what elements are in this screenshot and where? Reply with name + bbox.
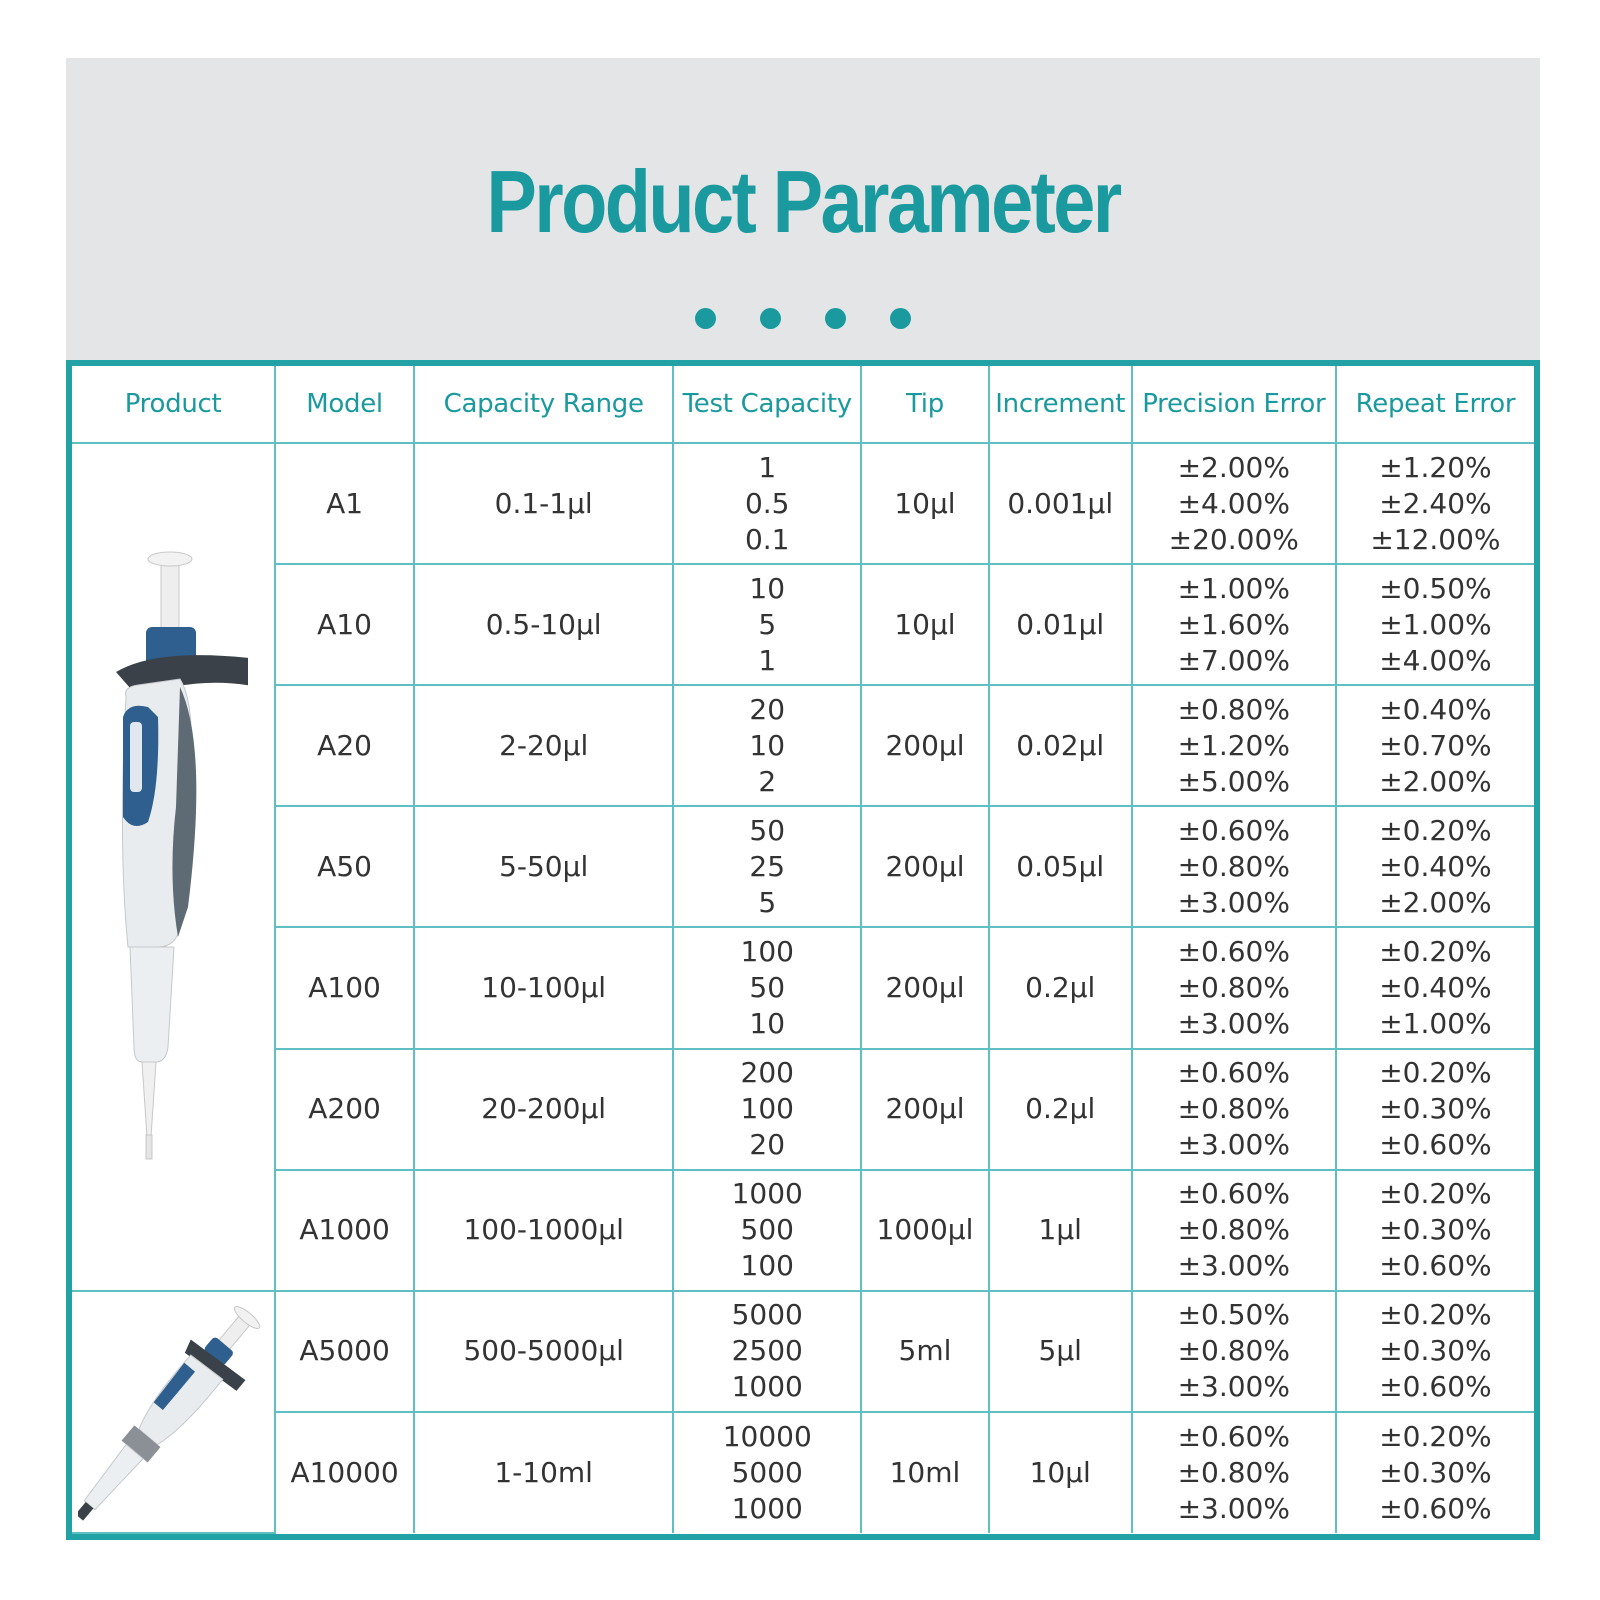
precision-error-cell — [1132, 927, 1336, 1048]
precision-error-cell-value: ±4.00% — [1177, 486, 1290, 520]
header-repeat-error: Repeat Error — [1336, 366, 1534, 443]
repeat-error-cell — [1336, 443, 1534, 564]
test-capacity-cell-value: 200 — [740, 1056, 794, 1090]
repeat-error-cell-value: ±0.30% — [1379, 1092, 1492, 1126]
test-capacity-cell — [673, 564, 861, 685]
repeat-error-cell-value: ±1.20% — [1379, 450, 1492, 484]
header-increment: Increment — [989, 366, 1132, 443]
test-capacity-cell-value: 50 — [749, 813, 786, 847]
repeat-error-cell — [1336, 927, 1534, 1048]
header-precision-error: Precision Error — [1132, 366, 1336, 443]
tip-cell: 200μl — [861, 685, 989, 806]
test-capacity-cell-value: 20 — [749, 1128, 786, 1162]
table-row — [72, 1170, 1534, 1291]
model-cell: A20 — [275, 685, 414, 806]
test-capacity-cell — [673, 927, 861, 1048]
test-capacity-cell-value: 5000 — [731, 1298, 803, 1332]
precision-error-cell-value: ±20.00% — [1168, 522, 1299, 556]
tip-cell: 10ml — [861, 1412, 989, 1533]
test-capacity-cell-value: 50 — [749, 970, 786, 1004]
repeat-error-cell-value: ±0.30% — [1379, 1334, 1492, 1368]
precision-error-cell — [1132, 443, 1336, 564]
test-capacity-cell-value: 1000 — [731, 1491, 803, 1525]
tip-cell: 5ml — [861, 1291, 989, 1412]
precision-error-cell-value: ±2.00% — [1177, 450, 1290, 484]
table-row — [72, 564, 1534, 685]
precision-error-cell-value: ±0.60% — [1177, 1056, 1290, 1090]
test-capacity-cell-value: 10000 — [722, 1419, 812, 1453]
precision-error-cell-value: ±7.00% — [1177, 643, 1290, 677]
test-capacity-cell-value: 2 — [758, 764, 777, 798]
test-capacity-cell-value: 100 — [740, 1249, 794, 1283]
test-capacity-cell-value: 10 — [749, 1006, 786, 1040]
precision-error-cell-value: ±3.00% — [1177, 1249, 1290, 1283]
precision-error-cell-value: ±3.00% — [1177, 885, 1290, 919]
tip-cell: 200μl — [861, 1049, 989, 1170]
repeat-error-cell — [1336, 1412, 1534, 1533]
precision-error-cell-value: ±3.00% — [1177, 1370, 1290, 1404]
model-cell: A1000 — [275, 1170, 414, 1291]
test-capacity-cell — [673, 685, 861, 806]
increment-cell: 0.001μl — [989, 443, 1132, 564]
test-capacity-cell — [673, 1049, 861, 1170]
test-capacity-cell-value: 25 — [749, 849, 786, 883]
test-capacity-cell-value: 1 — [758, 643, 777, 677]
repeat-error-cell — [1336, 1049, 1534, 1170]
repeat-error-cell-value: ±0.30% — [1379, 1455, 1492, 1489]
decorative-dots — [66, 308, 1540, 329]
capacity-range-cell: 10-100μl — [414, 927, 673, 1048]
capacity-range-cell: 2-20μl — [414, 685, 673, 806]
header-test-capacity: Test Capacity — [673, 366, 861, 443]
table-header-row — [72, 366, 1534, 443]
product-image-cell — [72, 443, 275, 1291]
repeat-error-cell-value: ±0.40% — [1379, 970, 1492, 1004]
repeat-error-cell-value: ±0.50% — [1379, 571, 1492, 605]
precision-error-cell-value: ±0.80% — [1177, 692, 1290, 726]
precision-error-cell-value: ±0.80% — [1177, 1213, 1290, 1247]
table-row — [72, 1412, 1534, 1533]
dot-icon — [760, 308, 781, 329]
test-capacity-cell — [673, 443, 861, 564]
precision-error-cell-value: ±1.00% — [1177, 571, 1290, 605]
parameter-table — [66, 360, 1540, 1540]
table-row — [72, 1291, 1534, 1412]
header-product: Product — [72, 366, 275, 443]
increment-cell: 5μl — [989, 1291, 1132, 1412]
increment-cell: 0.01μl — [989, 564, 1132, 685]
repeat-error-cell-value: ±0.30% — [1379, 1213, 1492, 1247]
dot-icon — [695, 308, 716, 329]
header-tip: Tip — [861, 366, 989, 443]
capacity-range-cell: 500-5000μl — [414, 1291, 673, 1412]
precision-error-cell-value: ±1.60% — [1177, 607, 1290, 641]
capacity-range-cell: 0.1-1μl — [414, 443, 673, 564]
test-capacity-cell-value: 1000 — [731, 1177, 803, 1211]
precision-error-cell — [1132, 1412, 1336, 1533]
large-pipette-icon — [78, 1297, 268, 1527]
repeat-error-cell-value: ±0.20% — [1379, 813, 1492, 847]
increment-cell: 0.02μl — [989, 685, 1132, 806]
capacity-range-cell: 0.5-10μl — [414, 564, 673, 685]
increment-cell: 10μl — [989, 1412, 1132, 1533]
repeat-error-cell-value: ±1.00% — [1379, 607, 1492, 641]
repeat-error-cell-value: ±0.40% — [1379, 692, 1492, 726]
precision-error-cell-value: ±3.00% — [1177, 1128, 1290, 1162]
test-capacity-cell-value: 0.5 — [744, 486, 790, 520]
test-capacity-cell-value: 10 — [749, 571, 786, 605]
precision-error-cell — [1132, 1170, 1336, 1291]
test-capacity-cell-value: 5 — [758, 885, 777, 919]
increment-cell: 0.2μl — [989, 1049, 1132, 1170]
repeat-error-cell-value: ±0.20% — [1379, 1056, 1492, 1090]
precision-error-cell-value: ±0.60% — [1177, 1419, 1290, 1453]
test-capacity-cell — [673, 1412, 861, 1533]
increment-cell: 0.2μl — [989, 927, 1132, 1048]
test-capacity-cell-value: 0.1 — [744, 522, 790, 556]
model-cell: A1 — [275, 443, 414, 564]
header-capacity-range: Capacity Range — [414, 366, 673, 443]
repeat-error-cell-value: ±0.20% — [1379, 1298, 1492, 1332]
model-cell: A5000 — [275, 1291, 414, 1412]
repeat-error-cell — [1336, 806, 1534, 927]
capacity-range-cell: 20-200μl — [414, 1049, 673, 1170]
test-capacity-cell-value: 100 — [740, 1092, 794, 1126]
product-image-cell-large — [72, 1291, 275, 1533]
test-capacity-cell-value: 20 — [749, 692, 786, 726]
precision-error-cell — [1132, 1049, 1336, 1170]
model-cell: A50 — [275, 806, 414, 927]
capacity-range-cell: 5-50μl — [414, 806, 673, 927]
tip-cell: 200μl — [861, 927, 989, 1048]
table-row — [72, 806, 1534, 927]
repeat-error-cell-value: ±0.70% — [1379, 728, 1492, 762]
page-title: Product Parameter — [486, 152, 1120, 251]
precision-error-cell-value: ±0.80% — [1177, 849, 1290, 883]
test-capacity-cell-value: 1000 — [731, 1370, 803, 1404]
repeat-error-cell-value: ±2.40% — [1379, 486, 1492, 520]
increment-cell: 1μl — [989, 1170, 1132, 1291]
capacity-range-cell: 1-10ml — [414, 1412, 673, 1533]
precision-error-cell — [1132, 1291, 1336, 1412]
model-cell: A10000 — [275, 1412, 414, 1533]
repeat-error-cell — [1336, 1291, 1534, 1412]
header-banner — [66, 58, 1540, 362]
test-capacity-cell — [673, 806, 861, 927]
repeat-error-cell — [1336, 1170, 1534, 1291]
precision-error-cell-value: ±0.80% — [1177, 1455, 1290, 1489]
test-capacity-cell-value: 1 — [758, 450, 777, 484]
model-cell: A10 — [275, 564, 414, 685]
precision-error-cell-value: ±5.00% — [1177, 764, 1290, 798]
repeat-error-cell — [1336, 685, 1534, 806]
table-row — [72, 443, 1534, 564]
repeat-error-cell-value: ±0.20% — [1379, 1419, 1492, 1453]
precision-error-cell-value: ±0.60% — [1177, 813, 1290, 847]
table-row — [72, 927, 1534, 1048]
precision-error-cell-value: ±0.60% — [1177, 1177, 1290, 1211]
precision-error-cell-value: ±0.80% — [1177, 1334, 1290, 1368]
repeat-error-cell-value: ±1.00% — [1379, 1006, 1492, 1040]
repeat-error-cell-value: ±0.60% — [1379, 1128, 1492, 1162]
precision-error-cell — [1132, 806, 1336, 927]
repeat-error-cell — [1336, 564, 1534, 685]
test-capacity-cell-value: 500 — [740, 1213, 794, 1247]
dot-icon — [890, 308, 911, 329]
test-capacity-cell-value: 5000 — [731, 1455, 803, 1489]
precision-error-cell-value: ±0.80% — [1177, 970, 1290, 1004]
test-capacity-cell-value: 10 — [749, 728, 786, 762]
table-row — [72, 1049, 1534, 1170]
test-capacity-cell-value: 100 — [740, 934, 794, 968]
test-capacity-cell — [673, 1170, 861, 1291]
repeat-error-cell-value: ±0.20% — [1379, 1177, 1492, 1211]
table-row — [72, 685, 1534, 806]
dot-icon — [825, 308, 846, 329]
repeat-error-cell-value: ±0.40% — [1379, 849, 1492, 883]
capacity-range-cell: 100-1000μl — [414, 1170, 673, 1291]
test-capacity-cell — [673, 1291, 861, 1412]
tip-cell: 10μl — [861, 443, 989, 564]
tip-cell: 200μl — [861, 806, 989, 927]
repeat-error-cell-value: ±2.00% — [1379, 885, 1492, 919]
repeat-error-cell-value: ±0.60% — [1379, 1249, 1492, 1283]
precision-error-cell — [1132, 685, 1336, 806]
precision-error-cell-value: ±3.00% — [1177, 1006, 1290, 1040]
repeat-error-cell-value: ±12.00% — [1370, 522, 1501, 556]
increment-cell: 0.05μl — [989, 806, 1132, 927]
precision-error-cell-value: ±3.00% — [1177, 1491, 1290, 1525]
model-cell: A100 — [275, 927, 414, 1048]
repeat-error-cell-value: ±2.00% — [1379, 764, 1492, 798]
precision-error-cell — [1132, 564, 1336, 685]
precision-error-cell-value: ±0.50% — [1177, 1298, 1290, 1332]
repeat-error-cell-value: ±0.20% — [1379, 934, 1492, 968]
pipette-icon — [98, 547, 248, 1187]
test-capacity-cell-value: 5 — [758, 607, 777, 641]
repeat-error-cell-value: ±0.60% — [1379, 1491, 1492, 1525]
repeat-error-cell-value: ±4.00% — [1379, 643, 1492, 677]
test-capacity-cell-value: 2500 — [731, 1334, 803, 1368]
precision-error-cell-value: ±0.60% — [1177, 934, 1290, 968]
header-model: Model — [275, 366, 414, 443]
repeat-error-cell-value: ±0.60% — [1379, 1370, 1492, 1404]
tip-cell: 10μl — [861, 564, 989, 685]
precision-error-cell-value: ±1.20% — [1177, 728, 1290, 762]
precision-error-cell-value: ±0.80% — [1177, 1092, 1290, 1126]
model-cell: A200 — [275, 1049, 414, 1170]
tip-cell: 1000μl — [861, 1170, 989, 1291]
